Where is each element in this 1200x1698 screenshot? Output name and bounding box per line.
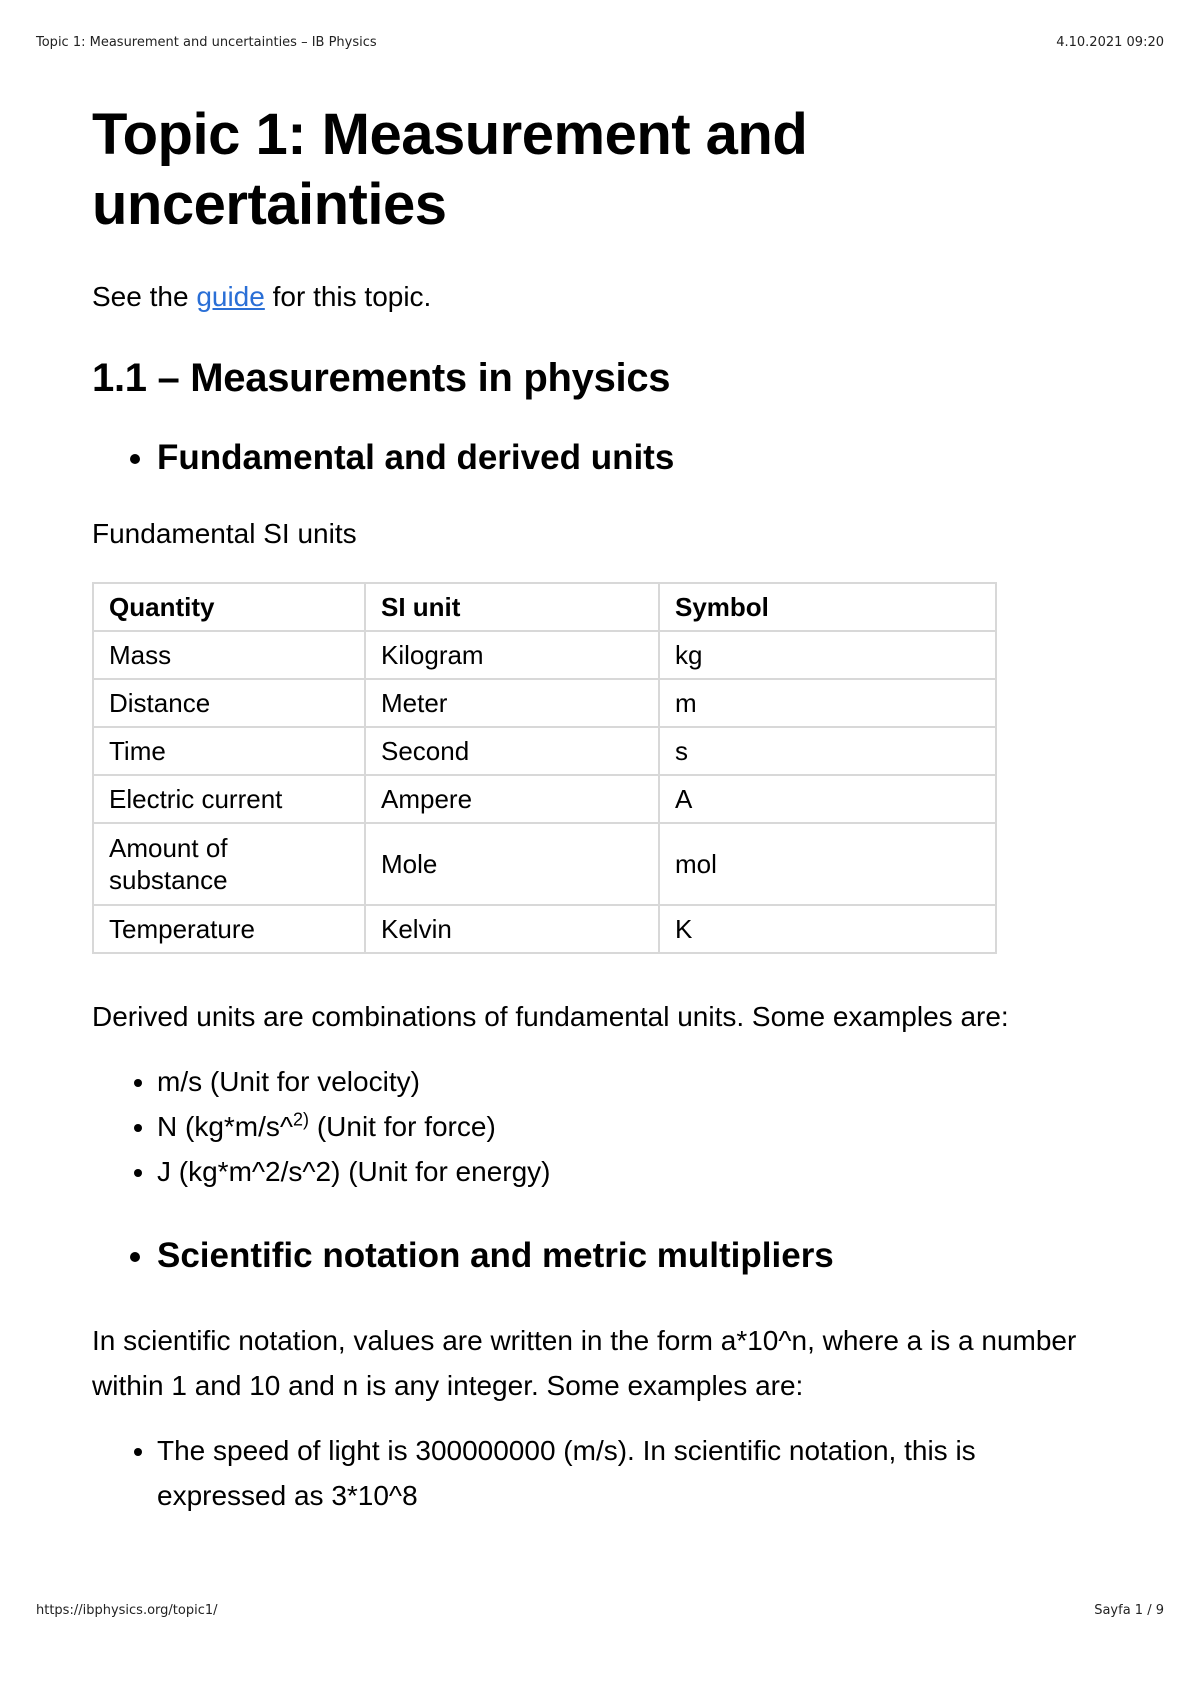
column-header-symbol: Symbol: [659, 583, 996, 631]
list-item-text: N (kg*m/s^: [157, 1111, 294, 1142]
table-cell: Second: [365, 727, 659, 775]
list-item: • The speed of light is 300000000 (m/s). In scientific notation, this is expressed as 3*10^8: [157, 1428, 1112, 1518]
list-item: • J (kg*m^2/s^2) (Unit for energy): [157, 1149, 1112, 1194]
table-cell: Amount of substance: [93, 823, 365, 905]
table-cell: kg: [659, 631, 996, 679]
table-row: [93, 631, 996, 679]
list-item: [157, 1104, 1112, 1149]
list-item-text: (Unit for force): [309, 1111, 496, 1142]
intro-before: See the: [92, 281, 197, 312]
table-cell: Time: [93, 727, 365, 775]
guide-link[interactable]: guide: [196, 281, 265, 312]
table-cell: Distance: [93, 679, 365, 727]
table-cell: mol: [659, 823, 996, 905]
table-cell: Electric current: [93, 775, 365, 823]
superscript: 2): [293, 1109, 310, 1130]
print-header: [36, 35, 1164, 50]
table-header-row: [93, 583, 996, 631]
intro-text: [92, 278, 1112, 316]
table-row: [93, 905, 996, 953]
scientific-notation-text: In scientific notation, values are written in the form a*10^n, where a is a number within 1 and 10 and n is any integer. Some examples are:: [92, 1325, 1077, 1401]
list-item: • m/s (Unit for velocity): [157, 1059, 1112, 1104]
si-units-table: [92, 582, 997, 954]
section-heading-1-1: 1.1 – Measurements in physics: [92, 356, 671, 400]
header-timestamp: 4.10.2021 09:20: [1056, 35, 1164, 50]
subheading-scientific-notation: • Scientific notation and metric multipliers: [157, 1234, 1112, 1278]
column-header-quantity: Quantity: [93, 583, 365, 631]
table-cell: Temperature: [93, 905, 365, 953]
table-row: [93, 679, 996, 727]
footer-url: https://ibphysics.org/topic1/: [36, 1603, 218, 1618]
article-content: [92, 100, 1112, 1518]
table-cell: Ampere: [365, 775, 659, 823]
derived-units-text: Derived units are combinations of fundamental units. Some examples are:: [92, 1001, 1009, 1032]
subheading-fundamental-units: • Fundamental and derived units: [157, 436, 1112, 480]
scientific-notation-list: [92, 1428, 1112, 1518]
table-caption: Fundamental SI units: [92, 518, 357, 549]
table-cell: m: [659, 679, 996, 727]
table-row: [93, 727, 996, 775]
column-header-si-unit: SI unit: [365, 583, 659, 631]
table-cell: Kelvin: [365, 905, 659, 953]
derived-units-list: [92, 1059, 1112, 1194]
table-cell: A: [659, 775, 996, 823]
table-row: [93, 775, 996, 823]
print-footer: [36, 1603, 1164, 1618]
table-cell: Meter: [365, 679, 659, 727]
table-cell: s: [659, 727, 996, 775]
table-cell: Mole: [365, 823, 659, 905]
subheading-list-2: [92, 1234, 1112, 1278]
table-cell: Mass: [93, 631, 365, 679]
table-cell: K: [659, 905, 996, 953]
table-cell: Kilogram: [365, 631, 659, 679]
page-title: Topic 1: Measurement and uncertainties: [92, 102, 808, 237]
footer-page-number: Sayfa 1 / 9: [1094, 1603, 1164, 1618]
header-page-title: Topic 1: Measurement and uncertainties – IB Physics: [36, 35, 377, 50]
subheading-list-1: [92, 436, 1112, 480]
intro-after: for this topic.: [264, 281, 432, 312]
table-row: [93, 823, 996, 905]
